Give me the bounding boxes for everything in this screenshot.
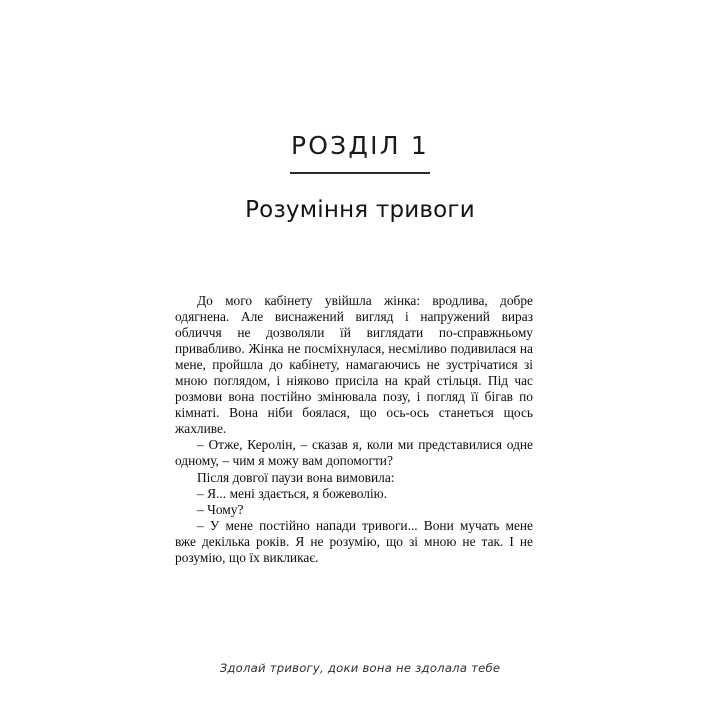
chapter-title: Розуміння тривоги <box>245 196 475 223</box>
running-footer-title: Здолай тривогу, доки вона не здолала тебе <box>219 661 501 675</box>
chapter-number-label: РОЗДІЛ 1 <box>291 131 429 160</box>
chapter-divider-rule <box>290 172 430 174</box>
body-paragraph: – У мене постійно напади тривоги... Вони мучать мене вже декілька років. Я не розумію, що зі мною не так. І не розумію, що їх викликає. <box>175 517 533 565</box>
body-paragraph: – Чому? <box>197 501 244 517</box>
body-paragraph: – Я... мені здається, я божеволію. <box>197 485 388 501</box>
body-paragraph: – Отже, Керолін, – сказав я, коли ми представилися одне одному, – чим я можу вам допомогти? <box>175 437 533 469</box>
body-text-column <box>175 293 533 566</box>
body-paragraph: До мого кабінету увійшла жінка: вродлива, добре одягнена. Але виснажений вигляд і напружений вираз обличчя не дозволяли їй виглядати по-справжньому привабливо. Жінка не посміхнулася, несміливо подивилася на мене, пройшла до кабінету, намагаючись не зустрічатися зі мною поглядом, і ніяково присіла на край стільця. Під час розмови вона постійно змінювала позу, і погляд її бігав по кімнаті. Вона ніби боялася, що ось-ось станеться щось жахливе. <box>175 293 533 437</box>
running-footer <box>0 659 720 677</box>
body-paragraph: Після довгої паузи вона вимовила: <box>197 469 395 485</box>
chapter-header <box>0 132 720 238</box>
